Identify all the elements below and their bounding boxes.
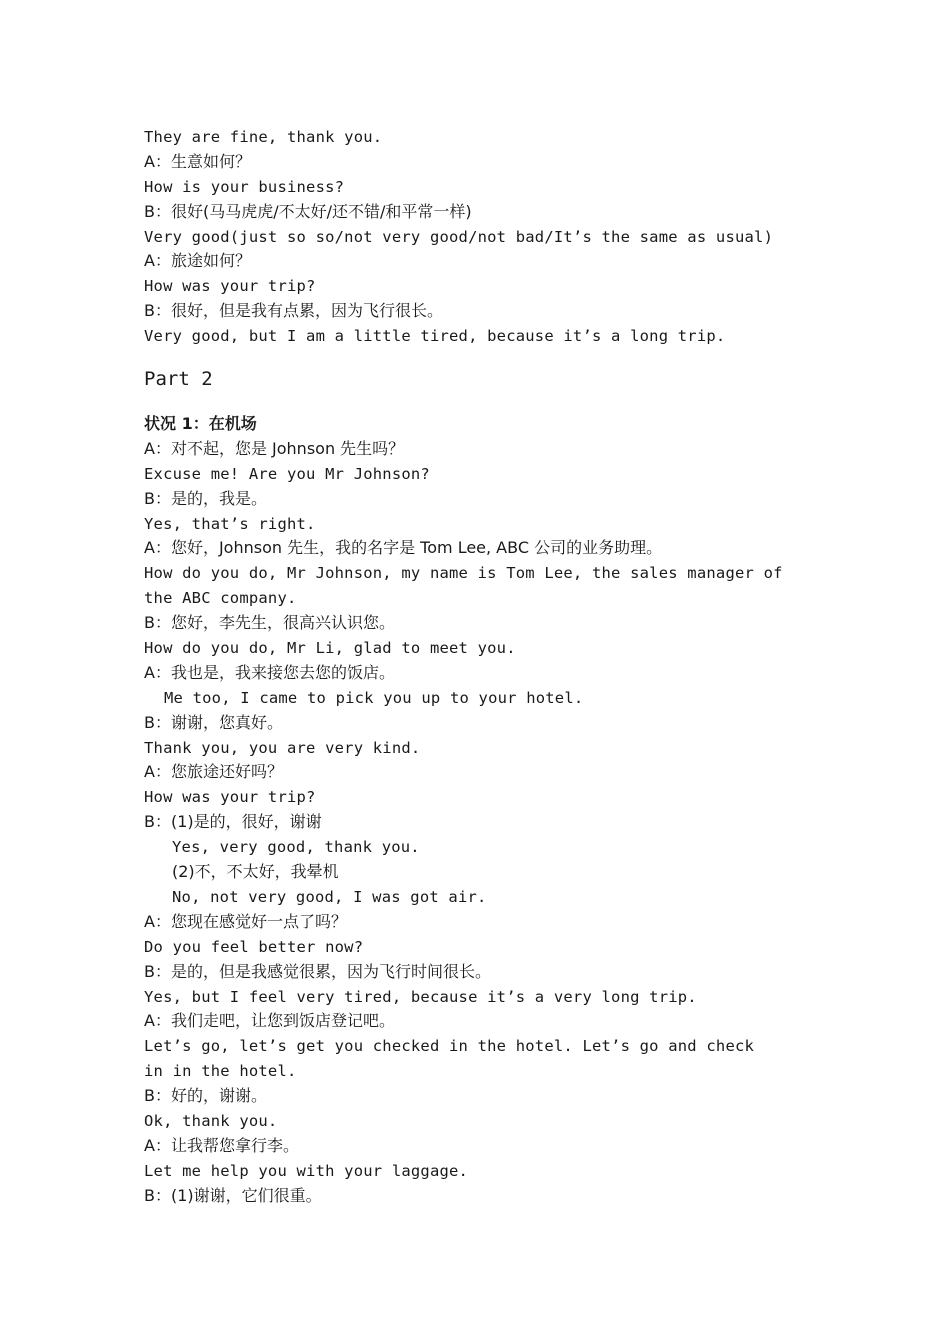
dialogue-line-zh: B：您好，李先生，很高兴认识您。	[144, 613, 395, 633]
dialogue-line-en: Ok, thank you.	[144, 1111, 278, 1130]
dialogue-line-en: Me too, I came to pick you up to your hotel.	[164, 688, 584, 707]
dialogue-line-zh: B：谢谢，您真好。	[144, 712, 283, 732]
dialogue-line-zh: A：您旅途还好吗？	[144, 762, 283, 782]
situation-title: 状况 1：在机场	[144, 414, 257, 434]
dialogue-line-en: How do you do, Mr Johnson, my name is Tom Lee, the sales manager of	[144, 564, 783, 583]
dialogue-line-en: in in the hotel.	[144, 1062, 297, 1081]
dialogue-line-en: How is your business?	[144, 177, 345, 196]
dialogue-line-en: Yes, very good, thank you.	[172, 838, 420, 857]
dialogue-line-en: Yes, but I feel very tired, because it’s a very long trip.	[144, 987, 697, 1006]
dialogue-line-en: Let me help you with your laggage.	[144, 1161, 469, 1180]
dialogue-line-en: How was your trip?	[144, 277, 316, 296]
dialogue-line-en: Very good, but I am a little tired, because it’s a long trip.	[144, 327, 726, 346]
dialogue-line-zh: B：(1)谢谢，它们很重。	[144, 1185, 322, 1205]
dialogue-line-en: Very good(just so so/not very good/not bad/It’s the same as usual)	[144, 227, 774, 246]
dialogue-line-en: No, not very good, I was got air.	[172, 887, 487, 906]
dialogue-line-en: How was your trip?	[144, 788, 316, 807]
dialogue-line-en: They are fine, thank you.	[144, 128, 383, 146]
dialogue-line-en: Let’s go, let’s get you checked in the hotel. Let’s go and check	[144, 1037, 755, 1056]
dialogue-line-zh: A：生意如何？	[144, 151, 251, 171]
dialogue-line-en: Do you feel better now?	[144, 937, 364, 956]
dialogue-line-zh: B：是的，但是我感觉很累，因为飞行时间很长。	[144, 961, 491, 981]
dialogue-line-zh: A：让我帮您拿行李。	[144, 1135, 299, 1155]
dialogue-line-zh: B：很好(马马虎虎/不太好/还不错/和平常一样)	[144, 201, 472, 221]
dialogue-line-zh: B：是的，我是。	[144, 488, 267, 508]
dialogue-line-zh: A：您现在感觉好一点了吗？	[144, 911, 347, 931]
document-body	[144, 125, 794, 1209]
section-heading: Part 2	[144, 368, 213, 391]
dialogue-line-en: the ABC company.	[144, 589, 297, 608]
dialogue-line-zh: B：好的，谢谢。	[144, 1086, 267, 1106]
dialogue-line-zh: B：很好，但是我有点累，因为飞行很长。	[144, 301, 443, 321]
dialogue-line-zh: A：我们走吧，让您到饭店登记吧。	[144, 1011, 395, 1031]
dialogue-line-zh: A：旅途如何？	[144, 251, 251, 271]
dialogue-line-zh: A：对不起，您是 Johnson 先生吗？	[144, 438, 405, 458]
dialogue-line-en: How do you do, Mr Li, glad to meet you.	[144, 639, 516, 658]
dialogue-line-zh: A：您好，Johnson 先生，我的名字是 Tom Lee, ABC 公司的业务助理。	[144, 538, 663, 558]
dialogue-line-zh: A：我也是，我来接您去您的饭店。	[144, 662, 395, 682]
dialogue-line-en: Excuse me! Are you Mr Johnson?	[144, 464, 430, 483]
dialogue-line-en: Thank you, you are very kind.	[144, 738, 421, 757]
dialogue-line-en: Yes, that’s right.	[144, 514, 316, 533]
dialogue-line-zh: (2)不，不太好，我晕机	[172, 862, 339, 882]
dialogue-line-zh: B：(1)是的，很好，谢谢	[144, 812, 322, 832]
